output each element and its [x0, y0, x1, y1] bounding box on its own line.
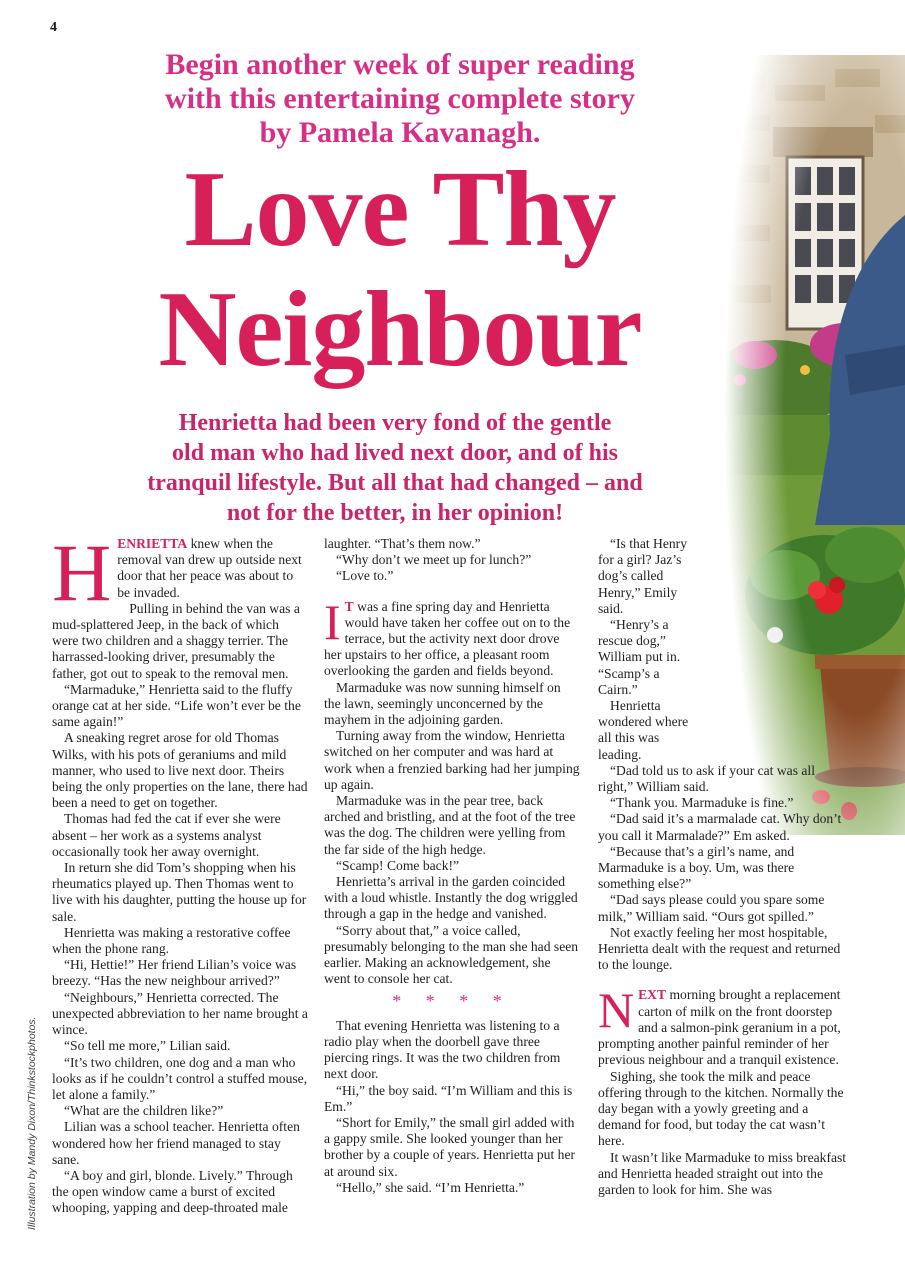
intro-heading	[95, 48, 705, 150]
title-line: Neighbour	[158, 270, 642, 389]
standfirst-line: not for the better, in her opinion!	[226, 500, 564, 526]
standfirst-line: Henrietta had been very fond of the gentle	[178, 410, 612, 436]
paragraph: Lilian was a school teacher. Henrietta often wondered how her friend managed to stay sane.	[52, 1119, 300, 1167]
paragraph: Pulling in behind the van was a mud-splattered Jeep, in the back of which were two children and a shaggy terrier. The harrassed-looking driver, presumably the father, got out to speak to the removal men.	[52, 600, 300, 681]
standfirst-line: old man who had lived next door, and of his	[172, 440, 618, 466]
paragraph: “Dad says please could you spare some milk,” William said. “Ours got spilled.”	[598, 892, 825, 924]
paragraph: “Scamp! Come back!”	[336, 857, 460, 873]
paragraph-text: knew when the removal van drew up outside next door that her peace was about to be invaded.	[117, 536, 302, 600]
intro-line: with this entertaining complete story	[165, 82, 635, 115]
column-3	[598, 536, 850, 1198]
paragraph: “Dad said it’s a marmalade cat. Why don’t you call it Marmalade?” Em asked.	[598, 811, 842, 843]
paragraph: “Hi,” the boy said. “I’m William and this is Em.”	[324, 1082, 573, 1114]
paragraph-text: was a fine spring day and Henrietta would have taken her coffee out on to the terrace, but the activity next door drove her upstairs to her office, a pleasant room overlooking the garden and fields beyond.	[324, 598, 571, 679]
paragraph: laughter. “That’s them now.”	[324, 536, 481, 551]
paragraph: Henrietta’s arrival in the garden coincided with a loud whistle. Instantly the dog wriggled through a gap in the hedge and vanished.	[324, 874, 578, 922]
paragraph: “Hello,” she said. “I’m Henrietta.”	[336, 1179, 525, 1195]
page-number: 4	[50, 20, 57, 35]
paragraph: Not exactly feeling her most hospitable, Henrietta dealt with the request and returned to the lounge.	[598, 924, 841, 973]
paragraph: “Neighbours,” Henrietta corrected. The unexpected abbreviation to her name brought a wince.	[52, 989, 308, 1038]
paragraph: “Marmaduke,” Henrietta said to the fluffy orange cat at her side. “Life won’t ever be the same again!”	[52, 681, 301, 730]
intro-line: by Pamela Kavanagh.	[259, 116, 541, 149]
paragraph: It wasn’t like Marmaduke to miss breakfast and Henrietta headed straight out into the garden to look for him. She was	[598, 1149, 847, 1197]
column-2	[324, 536, 580, 1196]
paragraph: Marmaduke was now sunning himself on the lawn, seemingly unconcerned by the mayhem in the adjoining garden.	[324, 679, 561, 728]
paragraph-text: morning brought a replacement carton of milk on the front doorstep and a salmon-pink geranium in a pot, prompting another painful reminder of her previous neighbour and a tranquil existence.	[598, 987, 841, 1068]
paragraph: “Love to.”	[336, 568, 394, 584]
paragraph: Marmaduke was in the pear tree, back arched and bristling, and at the foot of the tree was the dog. The children were yelling from the far side of the high hedge.	[324, 793, 576, 857]
paragraph: A sneaking regret arose for old Thomas Wilks, with his pots of geraniums and mild manner, who used to live next door. Theirs being the only properties on the lane, there had been a need to get on together.	[52, 730, 308, 811]
section-break-stars: * * * *	[392, 991, 512, 1012]
drop-cap: H	[52, 527, 112, 618]
section-opening-paragraph	[324, 593, 580, 680]
paragraph: “Short for Emily,” the small girl added with a gappy smile. She looked younger than her brother by a couple of years. Henrietta put her at around six.	[324, 1114, 576, 1179]
paragraph: That evening Henrietta was listening to a radio play when the doorbell gave three piercing rings. It was the two children from next door.	[324, 1017, 561, 1082]
paragraph: “Because that’s a girl’s name, and Marmaduke is a boy. Um, was there something else?”	[598, 843, 795, 892]
paragraph: “It’s two children, one dog and a man who looks as if he couldn’t control a stuffed mouse, let alone a family.”	[52, 1054, 308, 1102]
paragraph: Thomas had fed the cat if ever she were absent – her work as a systems analyst occasionally took her away overnight.	[52, 811, 281, 859]
drop-cap: I	[324, 593, 341, 650]
lead-in-caps: T	[344, 598, 354, 614]
paragraph: “Sorry about that,” a voice called, presumably belonging to the man she had seen earlier. Making an acknowledgement, she went to console her cat.	[324, 922, 579, 987]
paragraph: Henrietta wondered where all this was leading.	[598, 698, 689, 762]
column-1	[52, 527, 308, 1217]
paragraph: “A boy and girl, blonde. Lively.” Through the open window came a burst of excited whooping, yapping and deep-throated male	[52, 1167, 293, 1216]
title-line: Love Thy	[184, 150, 616, 269]
paragraph: “Dad told us to ask if your cat was all right,” William said.	[598, 762, 815, 795]
paragraph: “What are the children like?”	[64, 1103, 224, 1119]
drop-cap: N	[598, 982, 635, 1039]
lead-in-caps: EXT	[638, 987, 667, 1003]
paragraph: “So tell me more,” Lilian said.	[64, 1038, 231, 1054]
paragraph: “Hi, Hettie!” Her friend Lilian’s voice was breezy. “Has the new neighbour arrived?”	[52, 957, 297, 989]
section-opening-paragraph	[598, 982, 850, 1068]
paragraph: In return she did Tom’s shopping when his rheumatics played up. Then Thomas went to live with his daughter, putting the house up for sale.	[52, 860, 307, 924]
paragraph: “Henry’s a rescue dog,” William put in. “Scamp’s a Cairn.”	[598, 617, 681, 697]
standfirst-line: tranquil lifestyle. But all that had changed – and	[147, 470, 643, 496]
narrow-text-block	[598, 536, 698, 763]
opening-paragraph	[52, 527, 308, 618]
illustration-credit: Illustration by Mandy Dixon/Thinkstockphotos.	[26, 1016, 38, 1230]
story-title	[95, 150, 705, 390]
paragraph: “Why don’t we meet up for lunch?”	[336, 552, 532, 568]
paragraph: Sighing, she took the milk and peace offering through to the kitchen. Normally the day began with a yowly greeting and a demand for food, but today the cat wasn’t here.	[598, 1068, 844, 1149]
paragraph: Turning away from the window, Henrietta switched on her computer and was hard at work when a frenzied barking had her jumping up again.	[324, 728, 580, 792]
intro-line: Begin another week of super reading	[165, 48, 635, 81]
paragraph: Henrietta was making a restorative coffee when the phone rang.	[52, 924, 291, 957]
paragraph: “Thank you. Marmaduke is fine.”	[610, 795, 794, 811]
paragraph: “Is that Henry for a girl? Jaz’s dog’s called Henry,” Emily said.	[598, 536, 688, 616]
standfirst	[85, 408, 705, 528]
lead-in-caps: ENRIETTA	[117, 536, 188, 551]
